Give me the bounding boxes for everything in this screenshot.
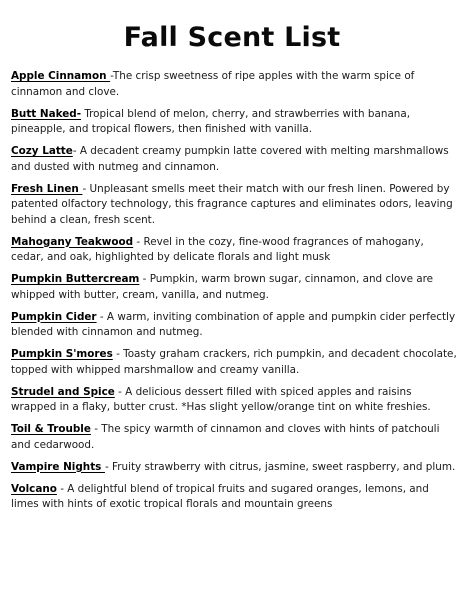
scent-description: - A delicious dessert filled with spiced apples and raisins wrapped in a flaky, butter crust. *Has slight yellow/orange tint on white freshies. xyxy=(11,385,431,413)
scent-description: -The crisp sweetness of ripe apples with the warm spice of cinnamon and clove. xyxy=(11,70,415,98)
scent-entry-vampire-nights xyxy=(11,460,457,476)
scent-entry-volcano xyxy=(11,482,457,513)
scent-name: Strudel and Spice xyxy=(11,385,115,398)
scent-entry-apple-cinnamon xyxy=(11,69,457,100)
scent-description: Tropical blend of melon, cherry, and strawberries with banana, pineapple, and tropical flowers, then finished with vanilla. xyxy=(11,107,411,135)
scent-name: Pumpkin Cider xyxy=(11,310,97,323)
scent-list xyxy=(11,69,457,519)
scent-name: Pumpkin S'mores xyxy=(11,348,113,360)
scent-name: Fresh Linen xyxy=(11,182,83,195)
scent-description: - Revel in the cozy, fine-wood fragrances of mahogany, cedar, and oak, highlighted by delicate florals and light musk xyxy=(11,235,424,263)
scent-name: Apple Cinnamon xyxy=(11,70,111,82)
scent-entry-pumpkin-smores xyxy=(11,347,457,378)
scent-description: - Fruity strawberry with citrus, jasmine, sweet raspberry, and plum. xyxy=(104,460,456,473)
scent-name: Cozy Latte xyxy=(11,145,73,157)
scent-entry-pumpkin-cider xyxy=(11,310,457,341)
scent-description: - Toasty graham crackers, rich pumpkin, and decadent chocolate, topped with whipped marshmallow and creamy vanilla. xyxy=(11,348,457,376)
scent-description: - Pumpkin, warm brown sugar, cinnamon, and clove are whipped with butter, cream, vanilla, and nutmeg. xyxy=(11,273,434,301)
scent-description: - A delightful blend of tropical fruits and sugared oranges, lemons, and limes with hints of exotic tropical florals and mountain greens xyxy=(11,482,429,510)
page-title: Fall Scent List xyxy=(123,22,341,53)
scent-entry-butt-naked xyxy=(11,107,457,138)
scent-description: - A decadent creamy pumpkin latte covered with melting marshmallows and dusted with nutmeg and cinnamon. xyxy=(11,145,449,173)
scent-name: Toil & Trouble xyxy=(11,423,91,435)
scent-description: - A warm, inviting combination of apple and pumpkin cider perfectly blended with cinnamon and nutmeg. xyxy=(11,310,456,338)
scent-name: Volcano xyxy=(11,482,57,495)
scent-entry-cozy-latte xyxy=(11,144,457,175)
scent-entry-pumpkin-buttercream xyxy=(11,272,457,303)
scent-description: - The spicy warmth of cinnamon and cloves with hints of patchouli and cedarwood. xyxy=(11,423,440,451)
scent-entry-fresh-linen xyxy=(11,182,457,229)
scent-name: Butt Naked- xyxy=(11,107,82,120)
scent-name: Vampire Nights xyxy=(11,460,105,473)
scent-entry-strudel-and-spice xyxy=(11,385,457,416)
scent-entry-toil-and-trouble xyxy=(11,422,457,453)
scent-name: Mahogany Teakwood xyxy=(11,235,134,248)
scent-name: Pumpkin Buttercream xyxy=(11,273,140,285)
scent-entry-mahogany-teakwood xyxy=(11,235,457,266)
scent-description: - Unpleasant smells meet their match with our fresh linen. Powered by patented olfactory technology, this fragrance captures and eliminates odors, leaving behind a clean, fresh scent. xyxy=(11,182,453,226)
